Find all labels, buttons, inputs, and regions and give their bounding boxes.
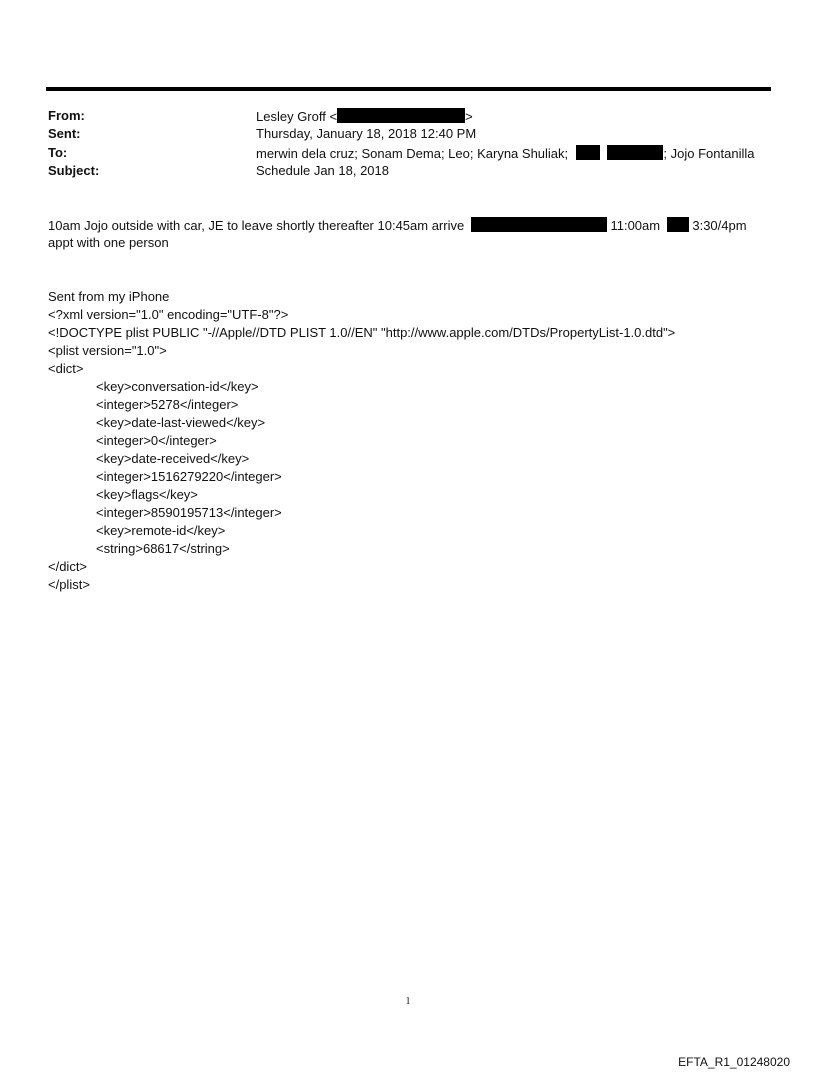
body-line-1a: 10am Jojo outside with car, JE to leave shortly thereafter 10:45am arrive (48, 218, 465, 233)
plist-line: <integer>0</integer> (96, 433, 217, 448)
document-id: EFTA_R1_01248020 (678, 1055, 790, 1069)
body-line-1b: 11:00am (610, 218, 661, 233)
plist-line: <?xml version="1.0" encoding="UTF-8"?> (48, 307, 289, 322)
redaction-box (576, 145, 600, 160)
body-line-1 (48, 217, 747, 233)
plist-line: <dict> (48, 361, 84, 376)
to-value (256, 145, 754, 161)
plist-line: <plist version="1.0"> (48, 343, 167, 358)
body-line-2: appt with one person (48, 235, 169, 250)
body-line-1c: 3:30/4pm (692, 218, 747, 233)
plist-line: <string>68617</string> (96, 541, 230, 556)
to-recipients-end: ; Jojo Fontanilla (663, 146, 755, 161)
plist-line: <integer>1516279220</integer> (96, 469, 282, 484)
redaction-box (667, 217, 689, 232)
page-number: 1 (405, 996, 411, 1007)
plist-line: </plist> (48, 577, 90, 592)
subject-value: Schedule Jan 18, 2018 (256, 163, 389, 178)
plist-line: <key>conversation-id</key> (96, 379, 259, 394)
header-rule (46, 87, 771, 91)
signature: Sent from my iPhone (48, 289, 170, 304)
subject-label: Subject: (48, 163, 100, 178)
plist-line: <key>date-last-viewed</key> (96, 415, 266, 430)
sent-value: Thursday, January 18, 2018 12:40 PM (256, 126, 477, 141)
redaction-box (337, 108, 465, 123)
plist-line: <key>remote-id</key> (96, 523, 226, 538)
plist-line: </dict> (48, 559, 88, 574)
redaction-box (471, 217, 607, 232)
plist-line: <!DOCTYPE plist PUBLIC "-//Apple//DTD PLIST 1.0//EN" "http://www.apple.com/DTDs/PropertyList-1.0.dtd"> (48, 325, 676, 340)
redaction-box (607, 145, 663, 160)
plist-line: <key>flags</key> (96, 487, 198, 502)
from-value (256, 108, 473, 124)
plist-line: <key>date-received</key> (96, 451, 250, 466)
plist-line: <integer>5278</integer> (96, 397, 239, 412)
from-name: Lesley Groff < (256, 109, 338, 124)
from-close: > (465, 109, 473, 124)
plist-line: <integer>8590195713</integer> (96, 505, 282, 520)
to-label: To: (48, 145, 68, 160)
from-label: From: (48, 108, 85, 123)
to-recipients-start: merwin dela cruz; Sonam Dema; Leo; Karyna Shuliak; (256, 146, 569, 161)
sent-label: Sent: (48, 126, 81, 141)
